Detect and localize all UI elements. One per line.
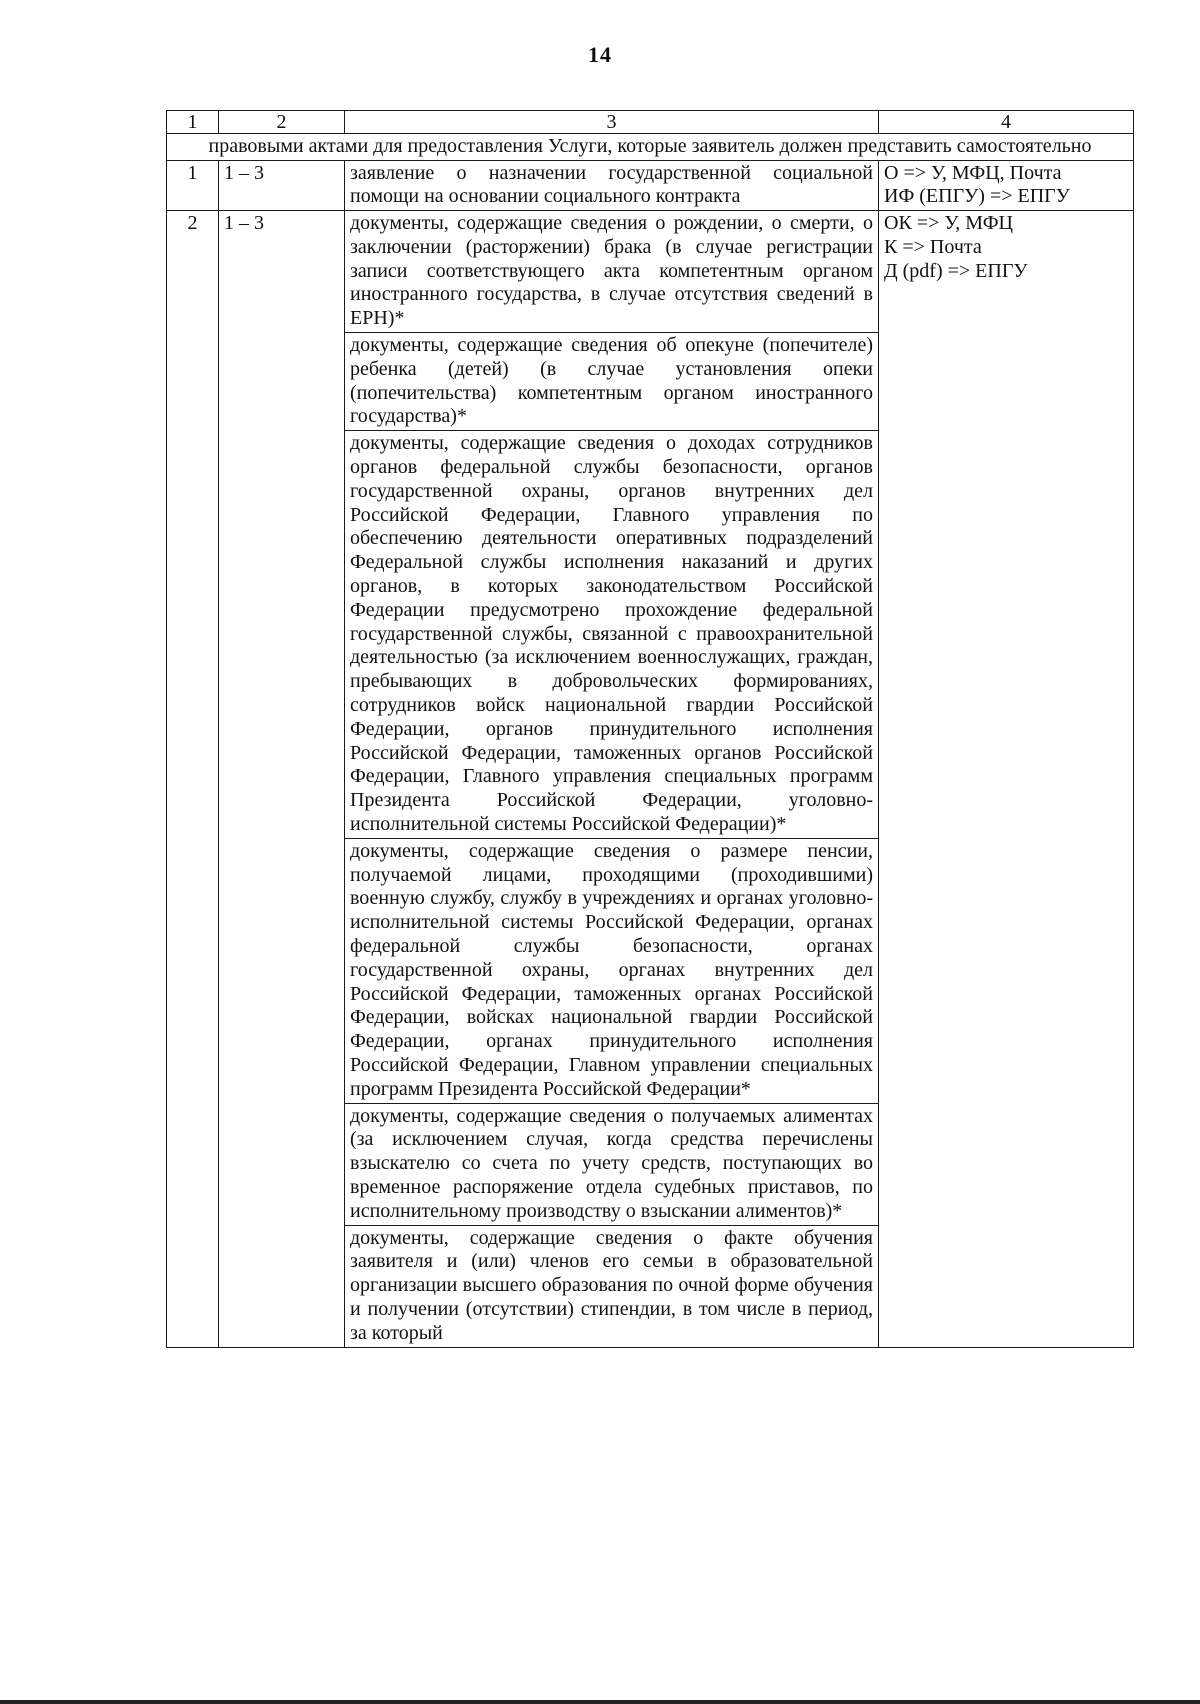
row-range: 1 – 3	[219, 211, 345, 1347]
document-item-text: документы, содержащие сведения о доходах сотрудников органов федеральной службы безопасности, органов государственной охраны, органов внутренних дел Российской Федерации, Главного управления по обеспечению деятельности оперативных подразделений Федеральной службы исполнения наказаний и других органов, в которых законодательством Российской Федерации предусмотрено прохождение федеральной государственной службы, связанной с правоохранительной деятельностью (за исключением военнослужащих, граждан, пребывающих в добровольческих формированиях, сотрудников войск национальной гвардии Российской Федерации, органов принудительного исполнения Российской Федерации, таможенных органов Российской Федерации, Главного управления специальных программ Президента Российской Федерации, уголовно-исполнительной системы Российской Федерации)*	[350, 432, 873, 836]
document-item	[345, 431, 879, 839]
document-item-text: документы, содержащие сведения о получаемых алиментах (за исключением случая, когда средства перечислены взыскателю со счета по учету средств, поступающих во временное распоряжение отдела судебных приставов, по исполнительному производству о взыскании алиментов)*	[350, 1104, 873, 1222]
method-line: ИФ (ЕПГУ) => ЕПГУ	[884, 185, 1070, 208]
column-header-4: 4	[879, 111, 1134, 134]
submission-methods	[879, 160, 1134, 211]
table-header-row	[167, 111, 1134, 134]
row-number: 1	[167, 160, 219, 211]
document-item-text: документы, содержащие сведения об опекуне (попечителе) ребенка (детей) (в случае установления опеки (попечительства) компетентным органом иностранного государства)*	[350, 334, 873, 428]
document-name: заявление о назначении государственной социальной помощи на основании социального контракта	[345, 160, 879, 211]
method-line: К => Почта	[884, 235, 982, 258]
document-item-text: документы, содержащие сведения о размере пенсии, получаемой лицами, проходящими (проходившими) военную службу, службу в учреждениях и органах уголовно-исполнительной системы Российской Федерации, органах федеральной службы безопасности, органах государственной охраны, органах внутренних дел Российской Федерации, таможенных органах Российской Федерации, войсках национальной гвардии Российской Федерации, органах принудительного исполнения Российской Федерации, Главном управлении специальных программ Президента Российской Федерации*	[350, 839, 873, 1100]
submission-methods	[879, 211, 1134, 1347]
documents-table	[166, 110, 1134, 1348]
method-line: Д (pdf) => ЕПГУ	[884, 259, 1028, 282]
section-title: правовыми актами для предоставления Услуги, которые заявитель должен представить самостоятельно	[167, 134, 1134, 161]
column-header-1: 1	[167, 111, 219, 134]
row-number: 2	[167, 211, 219, 1347]
document-item	[345, 333, 879, 431]
document-item-text: документы, содержащие сведения о рождении, о смерти, о заключении (расторжении) брака (в случае регистрации записи соответствующего акта компетентным органом иностранного государства, в случае отсутствия сведений в ЕРН)*	[350, 212, 873, 330]
page-number: 14	[588, 42, 612, 67]
section-title-row	[167, 134, 1134, 161]
document-item	[345, 838, 879, 1103]
document-item-text: документы, содержащие сведения о факте обучения заявителя и (или) членов его семьи в образовательной организации высшего образования по очной форме обучения и получении (отсутствии) стипендии, в том числе в период, за который	[350, 1226, 873, 1344]
column-header-3: 3	[345, 111, 879, 134]
table-row	[167, 160, 1134, 211]
row-range: 1 – 3	[219, 160, 345, 211]
scan-bottom-edge	[0, 1700, 1200, 1704]
table-row	[167, 211, 1134, 333]
document-item	[345, 211, 879, 333]
document-item	[345, 1103, 879, 1225]
document-item	[345, 1225, 879, 1347]
column-header-2: 2	[219, 111, 345, 134]
method-line: О => У, МФЦ, Почта	[884, 161, 1062, 184]
method-line: ОК => У, МФЦ	[884, 212, 1014, 235]
